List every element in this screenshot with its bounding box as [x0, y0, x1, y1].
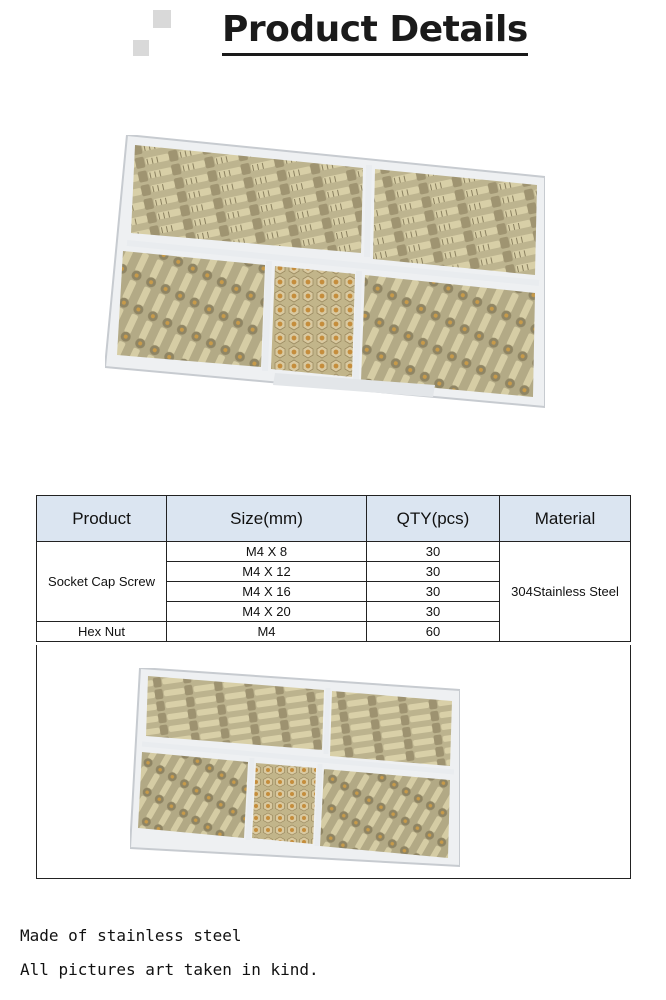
qty-cell: 60 — [367, 622, 500, 642]
product-photo-top — [105, 135, 545, 410]
caption-pictures: All pictures art taken in kind. — [20, 960, 319, 979]
qty-cell: 30 — [367, 602, 500, 622]
spec-table — [36, 495, 631, 642]
table-row — [37, 542, 631, 562]
material-cell: 304Stainless Steel — [500, 542, 631, 642]
product-photo-bottom — [130, 668, 460, 868]
column-header-material: Material — [500, 496, 631, 542]
size-cell: M4 — [167, 622, 367, 642]
product-cell: Socket Cap Screw — [37, 542, 167, 622]
decor-square — [153, 10, 171, 28]
product-cell: Hex Nut — [37, 622, 167, 642]
size-cell: M4 X 20 — [167, 602, 367, 622]
page-title: Product Details — [222, 8, 528, 56]
table-header-row — [37, 496, 631, 542]
caption-material: Made of stainless steel — [20, 926, 242, 945]
qty-cell: 30 — [367, 562, 500, 582]
qty-cell: 30 — [367, 542, 500, 562]
qty-cell: 30 — [367, 582, 500, 602]
decor-square — [133, 40, 149, 56]
size-cell: M4 X 8 — [167, 542, 367, 562]
column-header-qty: QTY(pcs) — [367, 496, 500, 542]
column-header-size: Size(mm) — [167, 496, 367, 542]
size-cell: M4 X 12 — [167, 562, 367, 582]
column-header-product: Product — [37, 496, 167, 542]
size-cell: M4 X 16 — [167, 582, 367, 602]
